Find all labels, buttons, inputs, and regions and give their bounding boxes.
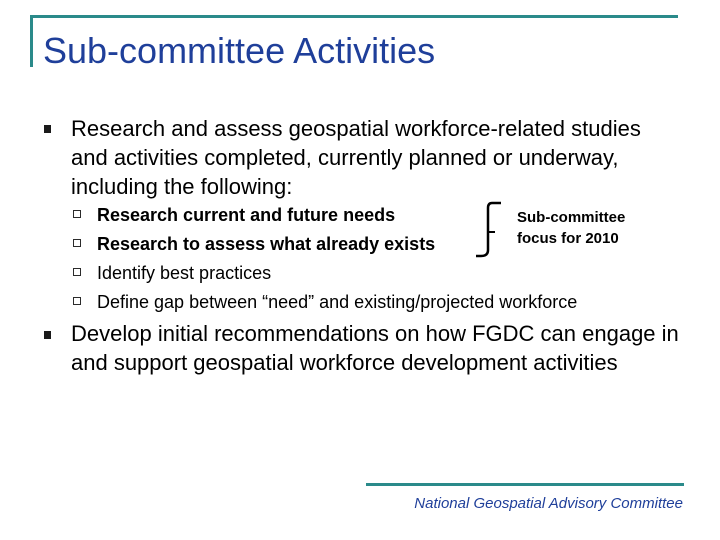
bullet-1-text: Research and assess geospatial workforce-related studies and activities completed, currently planned or underway, including the following: (71, 116, 641, 199)
title-frame-top-line (30, 15, 678, 18)
hollow-square-bullet-icon (73, 297, 81, 305)
sub-bullet-4-text: Define gap between “need” and existing/projected workforce (97, 292, 578, 312)
sub-bullet-3-text: Identify best practices (97, 263, 272, 283)
footer-organization: National Geospatial Advisory Committee (414, 495, 683, 512)
focus-note (517, 207, 625, 249)
bullet-2-text: Develop initial recommendations on how FGDC can engage in and support geospatial workforce development activities (71, 321, 679, 375)
hollow-square-bullet-icon (73, 268, 81, 276)
sub-bullet-1-text: Research current and future needs (97, 205, 396, 225)
hollow-square-bullet-icon (73, 239, 81, 247)
title-frame-left-line (30, 15, 33, 67)
bracket-connector-icon (465, 200, 515, 260)
footer-divider (366, 483, 684, 486)
square-bullet-icon (44, 125, 51, 133)
slide-title: Sub-committee Activities (43, 30, 436, 71)
hollow-square-bullet-icon (73, 210, 81, 218)
sub-bullet-2-text: Research to assess what already exists (97, 234, 436, 254)
square-bullet-icon (44, 331, 51, 339)
focus-note-line-2: focus for 2010 (517, 230, 619, 247)
focus-note-line-1: Sub-committee (517, 209, 626, 226)
